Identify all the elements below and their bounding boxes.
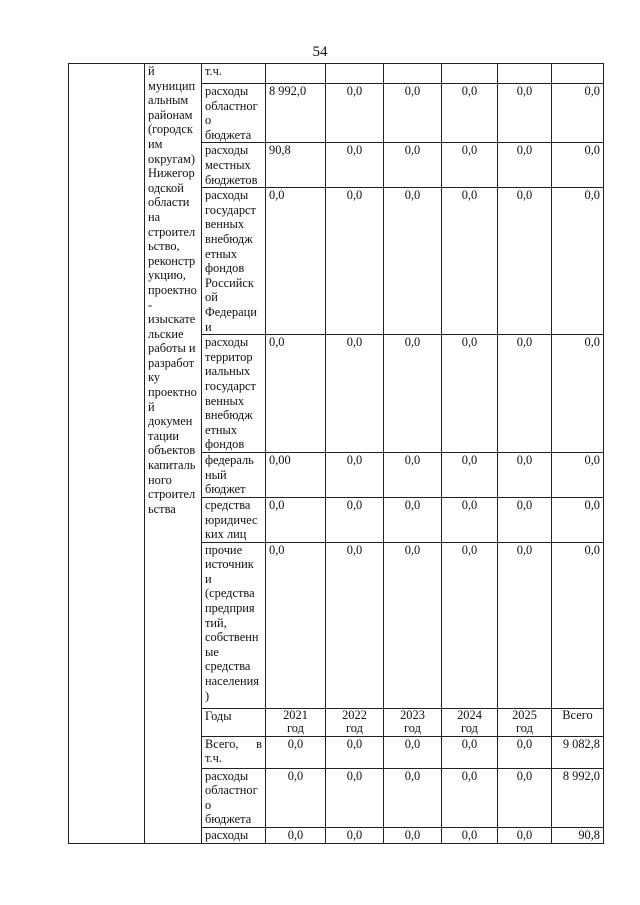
- funding-source-line: т.ч.: [205, 64, 222, 78]
- funding-source-line: расходы: [205, 143, 249, 158]
- year-header: [266, 708, 326, 736]
- value-cell: 0,0: [266, 542, 326, 708]
- funding-source: [202, 143, 266, 188]
- value-cell: [384, 64, 442, 84]
- value-cell: 0,0: [498, 335, 552, 453]
- funding-source: [202, 452, 266, 497]
- funding-source-line: внебюдж: [205, 408, 253, 423]
- funding-source-line: средства: [205, 497, 251, 512]
- funding-source: [202, 497, 266, 542]
- value-cell: 0,0: [552, 188, 604, 335]
- budget-table: [68, 63, 604, 844]
- value-cell: 0,0: [384, 452, 442, 497]
- value-cell: 0,0: [498, 768, 552, 827]
- funding-source-line: венных: [205, 217, 245, 232]
- value-cell: 0,0: [326, 452, 384, 497]
- description-line: проектно: [148, 282, 197, 297]
- value-cell: 0,0: [442, 736, 498, 768]
- funding-source-line: фондов: [205, 261, 245, 276]
- description-line: й: [148, 399, 155, 414]
- description-line: укцию,: [148, 268, 186, 283]
- funding-source-line: ой: [205, 290, 218, 305]
- funding-source-line: расходы: [205, 828, 249, 843]
- table-row: [69, 64, 604, 84]
- description-line: муницип: [148, 78, 196, 93]
- activity-description: [145, 64, 202, 844]
- value-cell: 0,0: [384, 188, 442, 335]
- funding-source-line: ые: [205, 644, 219, 659]
- value-cell: [326, 64, 384, 84]
- value-cell: 0,0: [266, 828, 326, 844]
- year-unit: год: [287, 720, 304, 735]
- description-line: льские: [148, 326, 184, 341]
- value-cell: 8 992,0: [266, 84, 326, 143]
- description-line: округам): [148, 151, 195, 166]
- description-line: капиталь: [148, 458, 196, 473]
- funding-source-line: расходы: [205, 188, 249, 203]
- description-line: реконстр: [148, 253, 196, 268]
- year-header: [384, 708, 442, 736]
- description-line: тации: [148, 428, 179, 443]
- funding-source-line: федераль: [205, 452, 254, 467]
- funding-source-line: бюджета: [205, 127, 252, 142]
- value-cell: 0,0: [552, 143, 604, 188]
- description-line: докумен: [148, 414, 193, 429]
- funding-source: [202, 542, 266, 708]
- funding-source: [202, 736, 266, 768]
- funding-source-line: [205, 737, 262, 752]
- description-line: работы и: [148, 341, 196, 356]
- funding-source-line: территор: [205, 349, 253, 364]
- year-header: [498, 708, 552, 736]
- funding-source-line: венных: [205, 393, 245, 408]
- funding-source-line: бюджетов: [205, 172, 258, 187]
- funding-source-line: местных: [205, 157, 251, 172]
- value-cell: 0,0: [384, 542, 442, 708]
- value-cell: 0,0: [442, 84, 498, 143]
- description-line: проектно: [148, 385, 197, 400]
- value-cell: 0,0: [326, 542, 384, 708]
- description-line: строител: [148, 487, 196, 502]
- value-cell: 0,0: [384, 828, 442, 844]
- years-label: Годы: [202, 708, 266, 736]
- value-cell: 8 992,0: [552, 768, 604, 827]
- value-cell: 0,0: [552, 497, 604, 542]
- description-line: им: [148, 136, 163, 151]
- description-line: изыскате: [148, 312, 196, 327]
- value-cell: 0,0: [498, 497, 552, 542]
- value-cell: 0,0: [552, 452, 604, 497]
- funding-source-line: государст: [205, 378, 256, 393]
- funding-source-line: (средства: [205, 586, 255, 601]
- value-cell: 0,0: [266, 768, 326, 827]
- funding-source-line: ): [205, 688, 210, 703]
- value-cell: 0,0: [442, 768, 498, 827]
- year-value: 2024: [457, 708, 482, 722]
- funding-source-line: ких лиц: [205, 527, 247, 542]
- funding-source: [202, 768, 266, 827]
- funding-source-line: бюджета: [205, 812, 252, 827]
- funding-source-line: ный: [205, 467, 227, 482]
- value-cell: [498, 64, 552, 84]
- value-cell: 0,0: [552, 84, 604, 143]
- description-line: ьства: [148, 501, 176, 516]
- value-cell: 0,0: [498, 736, 552, 768]
- funding-source-line: тий,: [205, 615, 227, 630]
- value-cell: 0,0: [498, 188, 552, 335]
- funding-source-line: и: [205, 571, 212, 586]
- description-line: одской: [148, 180, 184, 195]
- year-unit: год: [404, 720, 421, 735]
- value-cell: 0,0: [326, 736, 384, 768]
- value-cell: 0,0: [384, 335, 442, 453]
- funding-source-line: населения: [205, 674, 259, 689]
- funding-source-line: о: [205, 113, 212, 128]
- funding-source: [202, 188, 266, 335]
- funding-source-line: етных: [205, 422, 238, 437]
- description-line: й: [148, 64, 155, 78]
- description-line: альным: [148, 93, 189, 108]
- value-cell: [442, 64, 498, 84]
- value-cell: 0,0: [552, 542, 604, 708]
- value-cell: 0,0: [442, 335, 498, 453]
- year-value: 2023: [400, 708, 425, 722]
- value-cell: 0,0: [384, 768, 442, 827]
- value-cell: 0,0: [326, 497, 384, 542]
- year-header: [442, 708, 498, 736]
- funding-source-line: Российск: [205, 275, 254, 290]
- value-cell: 0,0: [498, 828, 552, 844]
- year-value: 2022: [342, 708, 367, 722]
- description-line: ьство,: [148, 239, 180, 254]
- description-line: на: [148, 209, 161, 224]
- funding-source-line: фондов: [205, 437, 245, 452]
- value-cell: 90,8: [552, 828, 604, 844]
- funding-source-word: в: [256, 736, 262, 751]
- funding-source: [202, 828, 266, 844]
- description-line: -: [148, 297, 153, 312]
- value-cell: 0,0: [442, 143, 498, 188]
- value-cell: 0,0: [384, 497, 442, 542]
- value-cell: 0,0: [326, 143, 384, 188]
- total-header: Всего: [552, 708, 604, 736]
- value-cell: 0,0: [552, 335, 604, 453]
- funding-source-line: источник: [205, 557, 254, 572]
- value-cell: 0,0: [498, 143, 552, 188]
- funding-source-line: и: [205, 319, 212, 334]
- description-line: (городск: [148, 122, 193, 137]
- value-cell: 0,0: [266, 736, 326, 768]
- year-unit: год: [346, 720, 363, 735]
- funding-source-line: областног: [205, 98, 258, 113]
- value-cell: 0,0: [266, 497, 326, 542]
- value-cell: 0,0: [266, 335, 326, 453]
- description-line: строител: [148, 224, 196, 239]
- value-cell: 0,0: [442, 188, 498, 335]
- funding-source-line: расходы: [205, 335, 249, 350]
- value-cell: 0,0: [384, 143, 442, 188]
- funding-source-line: предприя: [205, 601, 255, 616]
- value-cell: 0,0: [442, 452, 498, 497]
- funding-source-line: юридичес: [205, 512, 258, 527]
- value-cell: 0,00: [266, 452, 326, 497]
- funding-source-line: т.ч.: [205, 751, 222, 766]
- description-line: ку: [148, 370, 161, 385]
- value-cell: 0,0: [384, 84, 442, 143]
- funding-source-line: Федераци: [205, 304, 257, 319]
- year-header: [326, 708, 384, 736]
- year-value: 2025: [512, 708, 537, 722]
- description-line: области: [148, 195, 190, 210]
- funding-source: [202, 64, 266, 84]
- funding-source-line: средства: [205, 659, 251, 674]
- year-value: 2021: [283, 708, 308, 722]
- value-cell: 0,0: [442, 542, 498, 708]
- value-cell: 0,0: [442, 828, 498, 844]
- page-number: 54: [312, 44, 328, 60]
- description-line: разработ: [148, 355, 195, 370]
- value-cell: 9 082,8: [552, 736, 604, 768]
- number-column-cell: [69, 64, 145, 844]
- value-cell: 0,0: [384, 736, 442, 768]
- funding-source-line: расходы: [205, 768, 249, 783]
- funding-source-line: етных: [205, 246, 238, 261]
- value-cell: 0,0: [326, 188, 384, 335]
- funding-source-line: иальных: [205, 364, 251, 379]
- funding-source-line: бюджет: [205, 482, 246, 497]
- value-cell: 0,0: [498, 542, 552, 708]
- value-cell: 0,0: [326, 335, 384, 453]
- value-cell: [552, 64, 604, 84]
- value-cell: 0,0: [326, 84, 384, 143]
- funding-source-line: внебюдж: [205, 231, 253, 246]
- funding-source-line: собственн: [205, 630, 259, 645]
- description-line: Нижегор: [148, 166, 195, 181]
- funding-source: [202, 84, 266, 143]
- funding-source: [202, 335, 266, 453]
- year-unit: год: [461, 720, 478, 735]
- value-cell: 0,0: [498, 84, 552, 143]
- funding-source-line: государст: [205, 202, 256, 217]
- description-line: районам: [148, 107, 193, 122]
- value-cell: 90,8: [266, 143, 326, 188]
- value-cell: [266, 64, 326, 84]
- value-cell: 0,0: [326, 768, 384, 827]
- funding-source-line: о: [205, 797, 212, 812]
- funding-source-word: Всего,: [205, 736, 239, 751]
- description-line: объектов: [148, 443, 196, 458]
- year-unit: год: [516, 720, 533, 735]
- funding-source-line: областног: [205, 783, 258, 798]
- description-line: ного: [148, 472, 172, 487]
- value-cell: 0,0: [442, 497, 498, 542]
- funding-source-line: расходы: [205, 84, 249, 98]
- value-cell: 0,0: [498, 452, 552, 497]
- value-cell: 0,0: [266, 188, 326, 335]
- funding-source-line: прочие: [205, 542, 243, 557]
- value-cell: 0,0: [326, 828, 384, 844]
